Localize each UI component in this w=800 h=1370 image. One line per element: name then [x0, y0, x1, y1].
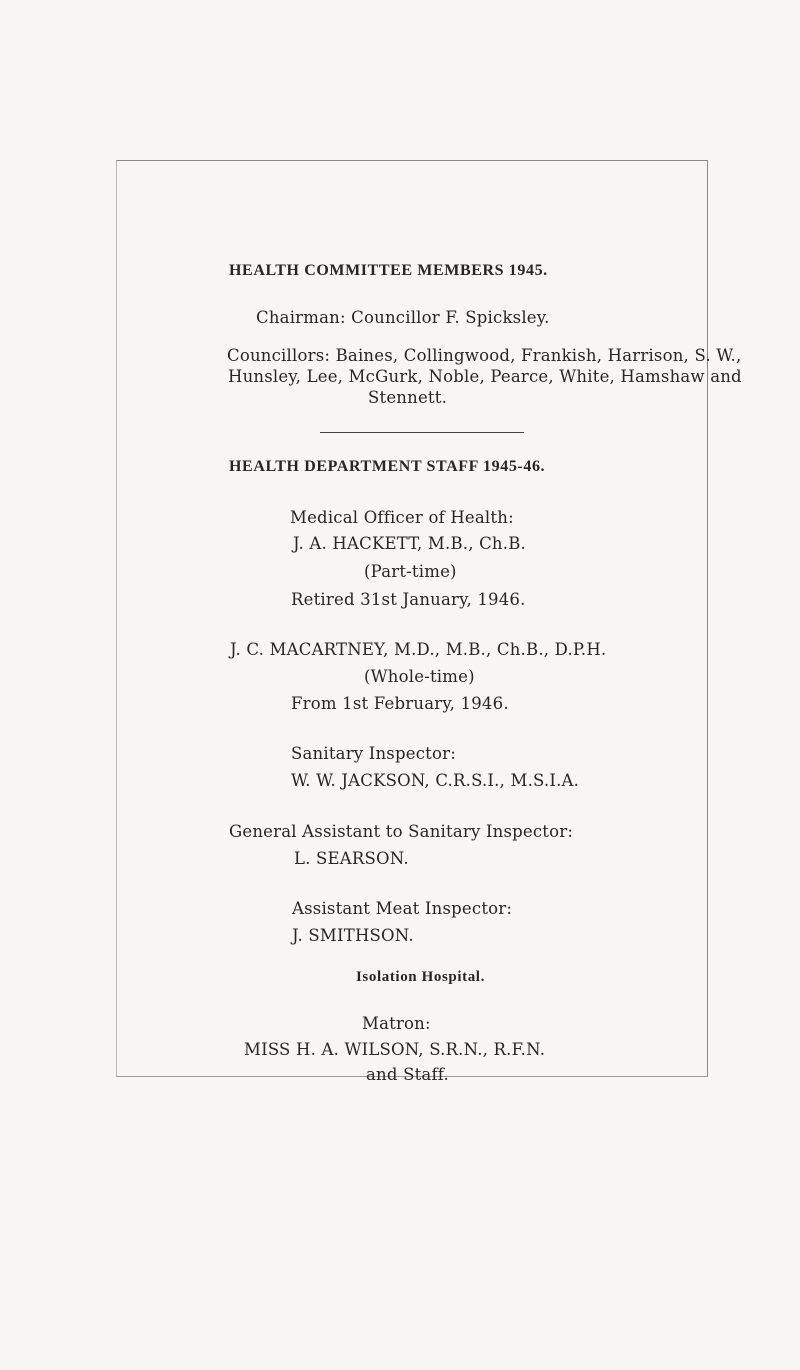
chairman-line: Chairman: Councillor F. Spicksley.	[256, 308, 550, 327]
councillors-line-1: Councillors: Baines, Collingwood, Frankish, Harrison, S. W.,	[227, 346, 742, 365]
meat-inspector-role: Assistant Meat Inspector:	[292, 899, 513, 918]
sanitary-inspector-role: Sanitary Inspector:	[291, 744, 456, 763]
department-title: HEALTH DEPARTMENT STAFF 1945-46.	[229, 458, 546, 475]
section-divider	[320, 432, 524, 433]
moh1-note: Retired 31st January, 1946.	[291, 590, 526, 609]
moh2-status: (Whole-time)	[364, 667, 475, 686]
hospital-title: Isolation Hospital.	[356, 969, 485, 985]
moh2-note: From 1st February, 1946.	[291, 694, 509, 713]
matron-role: Matron:	[362, 1014, 431, 1033]
councillors-line-3: Stennett.	[368, 388, 448, 407]
committee-title: HEALTH COMMITTEE MEMBERS 1945.	[229, 262, 548, 279]
moh1-name: J. A. HACKETT, M.B., Ch.B.	[293, 534, 526, 553]
sanitary-inspector-name: W. W. JACKSON, C.R.S.I., M.S.I.A.	[291, 771, 580, 790]
moh2-name: J. C. MACARTNEY, M.D., M.B., Ch.B., D.P.H.	[230, 640, 607, 659]
councillors-line-2: Hunsley, Lee, McGurk, Noble, Pearce, White, Hamshaw and	[228, 367, 742, 386]
matron-name: MISS H. A. WILSON, S.R.N., R.F.N.	[244, 1040, 546, 1059]
general-assistant-name: L. SEARSON.	[294, 849, 409, 868]
moh-role: Medical Officer of Health:	[290, 508, 514, 527]
moh1-status: (Part-time)	[364, 562, 457, 581]
general-assistant-role: General Assistant to Sanitary Inspector:	[229, 822, 574, 841]
meat-inspector-name: J. SMITHSON.	[292, 926, 414, 945]
hospital-staff: and Staff.	[366, 1065, 449, 1084]
